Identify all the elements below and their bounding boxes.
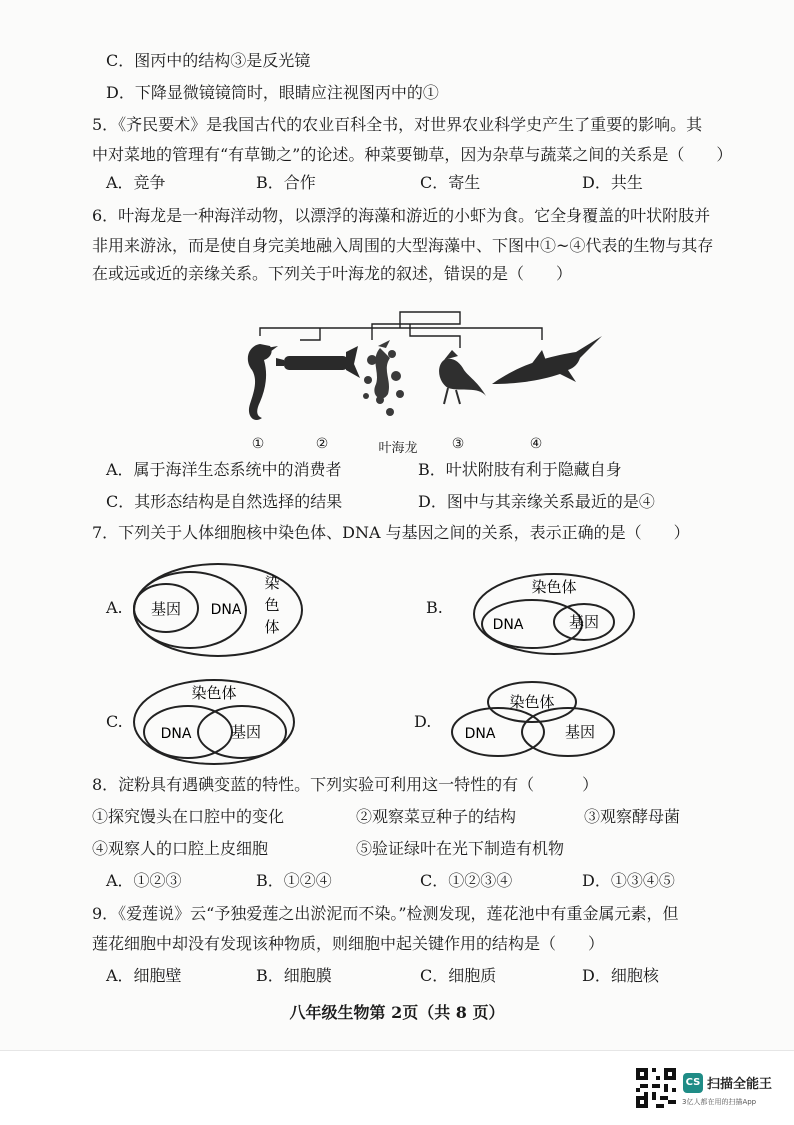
- a-chromo-char-3: 体: [264, 618, 280, 636]
- q8-option-d: D．①③④⑤: [582, 871, 675, 890]
- q6-stem-line2: 非用来游泳，而是使自身完美地融入周围的大型海藻中、下图中①~④代表的生物与其存: [92, 236, 714, 255]
- q4-option-d: D．下降显微镜镜筒时，眼睛应注视图丙中的①: [106, 83, 439, 102]
- q6-stem-line1: 6．叶海龙是一种海洋动物，以漂浮的海藻和游近的小虾为食。它全身覆盖的叶状附肢并: [92, 206, 711, 225]
- q8-item-2: ②观察菜豆种子的结构: [356, 807, 517, 826]
- q7-stem: 7．下列关于人体细胞核中染色体、DNA 与基因之间的关系，表示正确的是（ ）: [92, 523, 690, 542]
- q9-option-d: D．细胞核: [582, 966, 659, 985]
- q6-option-c: C．其形态结构是自然选择的结果: [106, 492, 343, 511]
- q6-phylogeny-figure: [230, 300, 610, 460]
- a-chromo-char-2: 色: [264, 596, 280, 614]
- seahorse-organism: [248, 344, 278, 420]
- q5-option-d: D．共生: [582, 173, 643, 192]
- q5-option-b: B．合作: [256, 173, 316, 192]
- scanner-app-name: 扫描全能王: [707, 1077, 773, 1092]
- q5-option-a: A．竞争: [106, 173, 166, 192]
- q8-stem: 8．淀粉具有遇碘变蓝的特性。下列实验可利用这一特性的有（ ）: [92, 775, 599, 794]
- q7-diagram-b: [468, 570, 638, 660]
- q9-stem-line2: 莲花细胞中却没有发现该种物质，则细胞中起关键作用的结构是（ ）: [92, 934, 605, 953]
- b-chromo-label: 染色体: [531, 578, 577, 596]
- q9-option-b: B．细胞膜: [256, 966, 332, 985]
- q6-option-b: B．叶状附肢有利于隐藏自身: [418, 460, 622, 479]
- q8-item-4: ④观察人的口腔上皮细胞: [92, 839, 269, 858]
- camscanner-logo-icon: CS: [683, 1073, 703, 1093]
- label-organism-3: ③: [451, 436, 465, 452]
- q7-label-d: D.: [414, 712, 432, 731]
- phylo-tree-lines: [260, 312, 542, 348]
- a-dna-label: DNA: [210, 602, 242, 618]
- c-dna-label: DNA: [160, 726, 192, 742]
- q8-item-1: ①探究馒头在口腔中的变化: [92, 807, 285, 826]
- pipefish-organism: [276, 346, 360, 378]
- leafy-seadragon-organism: [363, 340, 404, 416]
- q4-option-c: C．图丙中的结构③是反光镜: [106, 51, 311, 70]
- b-gene-label: 基因: [568, 613, 600, 631]
- d-dna-label: DNA: [464, 726, 496, 742]
- q6-option-a: A．属于海洋生态系统中的消费者: [106, 460, 342, 479]
- page-footer: 八年级生物第 2页（共 8 页）: [289, 1003, 505, 1022]
- q9-option-a: A．细胞壁: [106, 966, 182, 985]
- q7-diagram-c: [130, 676, 300, 770]
- a-chromo-char-1: 染: [264, 574, 280, 592]
- swordfish-organism: [492, 336, 602, 384]
- qr-code-icon: [636, 1068, 676, 1108]
- q7-label-b: B.: [426, 598, 443, 617]
- c-chromo-label: 染色体: [191, 684, 237, 702]
- scanner-tagline: 3亿人都在用的扫描App: [682, 1098, 757, 1106]
- q6-option-d: D．图中与其亲缘关系最近的是④: [418, 492, 655, 511]
- q8-item-5: ⑤验证绿叶在光下制造有机物: [356, 839, 565, 858]
- q5-option-c: C．寄生: [420, 173, 481, 192]
- a-gene-label: 基因: [150, 600, 182, 618]
- ancient-bird-organism: [439, 350, 486, 404]
- q9-stem-line1: 9．《爱莲说》云“予独爱莲之出淤泥而不染。”检测发现，莲花池中有重金属元素，但: [92, 904, 679, 923]
- label-organism-4: ④: [529, 436, 543, 452]
- label-organism-2: ②: [315, 436, 329, 452]
- q5-stem-line1: 5．《齐民要术》是我国古代的农业百科全书，对世界农业科学史产生了重要的影响。其: [92, 115, 703, 134]
- q5-stem-line2: 中对菜地的管理有“有草锄之”的论述。种菜要锄草，因为杂草与蔬菜之间的关系是（ ）: [92, 145, 733, 164]
- label-leafy-seadragon: 叶海龙: [378, 441, 418, 456]
- c-gene-label: 基因: [230, 723, 262, 741]
- q6-stem-line3: 在或远或近的亲缘关系。下列关于叶海龙的叙述，错误的是（ ）: [92, 264, 573, 283]
- q9-option-c: C．细胞质: [420, 966, 497, 985]
- q7-diagram-d: [448, 676, 618, 770]
- b-dna-label: DNA: [492, 617, 524, 633]
- q8-item-3: ③观察酵母菌: [584, 807, 681, 826]
- q8-option-c: C．①②③④: [420, 871, 513, 890]
- q7-diagram-a: [130, 560, 310, 660]
- q7-label-a: A.: [106, 598, 123, 617]
- q7-label-c: C.: [106, 712, 123, 731]
- d-chromo-label: 染色体: [509, 693, 555, 711]
- label-organism-1: ①: [251, 436, 265, 452]
- q8-option-a: A．①②③: [106, 871, 182, 890]
- d-gene-label: 基因: [564, 723, 596, 741]
- q8-option-b: B．①②④: [256, 871, 332, 890]
